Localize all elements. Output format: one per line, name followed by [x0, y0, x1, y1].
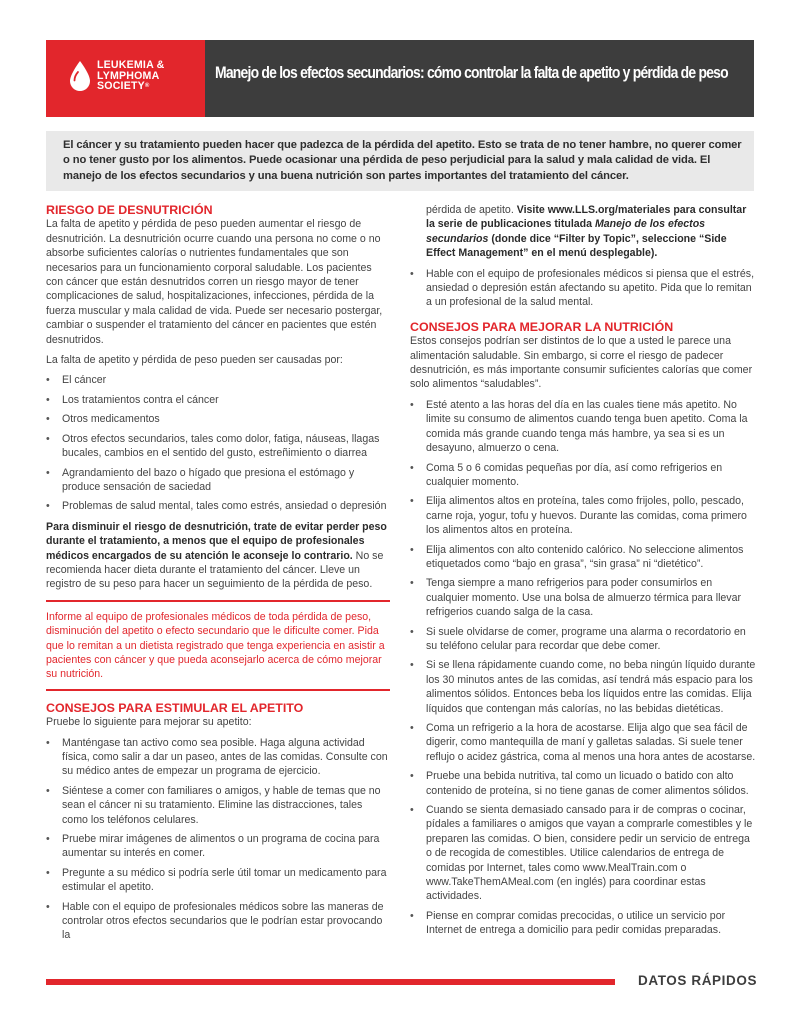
bold-text: (donde dice “Filter by Topic”, seleccione “Side Effect Management” en el menú desplegable). [426, 232, 727, 260]
list-item: • El cáncer [46, 373, 390, 387]
blood-drop-icon [68, 60, 92, 93]
list-item: • Tenga siempre a mano refrigerios para poder consumirlos en cualquier momento. Use una bolsa de almuerzo térmica para llevar refrigerios cuando salga de la casa. [410, 576, 758, 619]
intro-box [46, 131, 754, 191]
list-item: • Coma 5 o 6 comidas pequeñas por día, así como refrigerios en cualquier momento. [410, 461, 758, 490]
header [46, 40, 754, 117]
appetite-tips-list [46, 736, 390, 943]
list-item: • Los tratamientos contra el cáncer [46, 393, 390, 407]
footer-bar [46, 979, 615, 985]
nutrition-tips-list [410, 398, 758, 938]
list-item: • Otros medicamentos [46, 412, 390, 426]
footer-label: DATOS RÁPIDOS [638, 973, 758, 988]
logo-wordmark: LEUKEMIA & LYMPHOMA SOCIETY® [97, 59, 165, 92]
paragraph: Pruebe lo siguiente para mejorar su apetito: [46, 716, 252, 729]
callout-box: Informe al equipo de profesionales médicos de toda pérdida de peso, disminución del apetito o efecto secundario que le dificulte comer. Pida que lo remitan a un dietista registrado que tenga experiencia en asistir a pacientes con cáncer y que pueda aconsejarlo acerca de cómo mejorar su nutrición. [46, 600, 390, 691]
paragraph: La falta de apetito y pérdida de peso pueden ser causadas por: [46, 354, 343, 367]
publication-title: Manejo de los efectos secundarios [426, 218, 706, 245]
list-item: • Piense en comprar comidas precocidas, o utilice un servicio por Internet de entrega a domicilio para pedir comidas preparadas. [410, 909, 758, 938]
bold-text: Para disminuir el riesgo de desnutrición, trate de evitar perder peso durante el tratamiento, a menos que el equipo de profesionales médicos encargados de su atención le aconseje lo contrario. [46, 520, 387, 562]
intro-text: El cáncer y su tratamiento pueden hacer que padezca de la pérdida del apetito. Esto se trata de no tener hambre, no querer comer o no tener gusto por los alimentos. Puede ocasionar una pérdida de peso perjudicial para la salud y mala calidad de vida. El manejo de los efectos secundarios y una buena nutrición son partes importantes del tratamiento del cáncer. [63, 139, 742, 182]
list-item: • Cuando se sienta demasiado cansado para ir de compras o cocinar, pídales a familiares o amigos que vayan a comprarle comestibles y le preparen las comidas. O bien, considere pedir un servicio de entrega o de recogida de comestibles. Utilice calendarios de entrega de comidas por Internet, tales como www.MealTrain.com o www.TakeThemAMeal.com (en inglés) para coordinar estas actividades. [410, 803, 758, 904]
paragraph [46, 520, 390, 592]
lls-logo[interactable] [46, 40, 205, 117]
logo-line-1: LEUKEMIA & [97, 59, 165, 71]
text: No se recomienda hacer dieta durante el tratamiento del cáncer. Lleve un registro de su peso para hacer un seguimiento de la pérdida de peso. [46, 549, 384, 591]
paragraph: La falta de apetito y pérdida de peso pueden aumentar el riesgo de desnutrición. La desnutrición ocurre cuando una persona no come o no absorbe suficientes calorías o nutrientes fundamentales que son necesarios para un funcionamiento corporal saludable. Los pacientes con cáncer que están desnutridos corren un riesgo mayor de tener complicaciones de salud, hospitalizaciones, infecciones, pérdida de la fuerza muscular y mala calidad de vida. Puede ser necesario postergar, cambiar o suspender el tratamiento del cáncer en pacientes que estén desnutridos. [46, 218, 383, 346]
list-item: • Manténgase tan activo como sea posible. Haga alguna actividad física, como salir a dar un paseo, antes de las comidas. Consulte con su médico antes de empezar un programa de ejercicio. [46, 736, 390, 779]
list-item: • Hable con el equipo de profesionales médicos sobre las maneras de controlar otros efectos secundarios que le podrían estar provocando la [46, 900, 390, 943]
list-item: • Coma un refrigerio a la hora de acostarse. Elija algo que sea fácil de digerir, como mantequilla de maní y galletas saladas. Si suele tener reflujo o acidez gástrica, coma al menos una hora antes de acostarse. [410, 721, 758, 764]
causes-list [46, 373, 390, 513]
list-item: • Agrandamiento del bazo o hígado que presiona el estómago y produce sensación de saciedad [46, 466, 390, 495]
left-column [46, 203, 390, 949]
list-item: • Si suele olvidarse de comer, programe una alarma o recordatorio en su teléfono celular para recordar que debe comer. [410, 625, 758, 654]
list-item: • Otros efectos secundarios, tales como dolor, fatiga, náuseas, llagas bucales, cambios en el sentido del gusto, estreñimiento o diarrea [46, 432, 390, 461]
title-bar [205, 40, 754, 117]
section-heading-estimular: CONSEJOS PARA ESTIMULAR EL APETITO [46, 700, 304, 715]
section-heading-riesgo: RIESGO DE DESNUTRICIÓN [46, 203, 213, 217]
list-item: • Pregunte a su médico si podría serle útil tomar un medicamento para estimular el apetito. [46, 866, 390, 895]
stress-list [410, 267, 758, 310]
list-item: • Esté atento a las horas del día en las cuales tiene más apetito. No limite su consumo de alimentos cuando tenga buen apetito. Coma la comida más grande cuando tenga más hambre, ya sea si es un desayuno, almuerzo o cena. [410, 398, 758, 456]
list-item: • Siéntese a comer con familiares o amigos, y hable de temas que no sean el cáncer ni su tratamiento. Elimine las distracciones, tales como los teléfonos celulares. [46, 784, 390, 827]
list-item: • Pruebe mirar imágenes de alimentos o un programa de cocina para aumentar su interés en comer. [46, 832, 390, 861]
right-column [410, 203, 758, 944]
list-item: • Pruebe una bebida nutritiva, tal como un licuado o batido con alto contenido de proteína, si no tiene ganas de comer alimentos sólidos. [410, 769, 758, 798]
logo-line-2: LYMPHOMA [97, 69, 160, 82]
list-item: • Problemas de salud mental, tales como estrés, ansiedad o depresión [46, 499, 390, 513]
list-item: • Elija alimentos con alto contenido calórico. No seleccione alimentos etiquetados como “bajo en grasa”, “sin grasa” ni “dietético”. [410, 543, 758, 572]
page-title: Manejo de los efectos secundarios: cómo controlar la falta de apetito y pérdida de peso [215, 64, 728, 82]
paragraph [410, 203, 758, 261]
list-item: • Elija alimentos altos en proteína, tales como frijoles, pollo, pescado, carne roja, yogur, tofu y huevos. Durante las comidas, coma primero los alimentos altos en proteína. [410, 494, 758, 537]
text: pérdida de apetito. [426, 204, 517, 216]
section-heading-nutricion: CONSEJOS PARA MEJORAR LA NUTRICIÓN [410, 319, 674, 334]
paragraph: Estos consejos podrían ser distintos de lo que a usted le parece una alimentación saludable. Sin embargo, si corre el riesgo de padecer desnutrición, es más importante consumir suficientes calorías que comer solo alimentos “saludables”. [410, 335, 753, 391]
link-text[interactable]: Visite www.LLS.org/materiales para consultar la serie de publicaciones titulada [426, 204, 747, 231]
list-item: • Si se llena rápidamente cuando come, no beba ningún líquido durante los 30 minutos antes de las comidas, así tendrá más espacio para los alimentos sólidos. Entonces beba los líquidos entre las comidas. Elija líquidos que contengan más calorías, no las bebidas dietéticas. [410, 658, 758, 716]
logo-line-3: SOCIETY [97, 80, 145, 92]
list-item: • Hable con el equipo de profesionales médicos si piensa que el estrés, ansiedad o depresión están afectando su apetito. Pida que lo remitan a un profesional de la salud mental. [410, 267, 758, 310]
